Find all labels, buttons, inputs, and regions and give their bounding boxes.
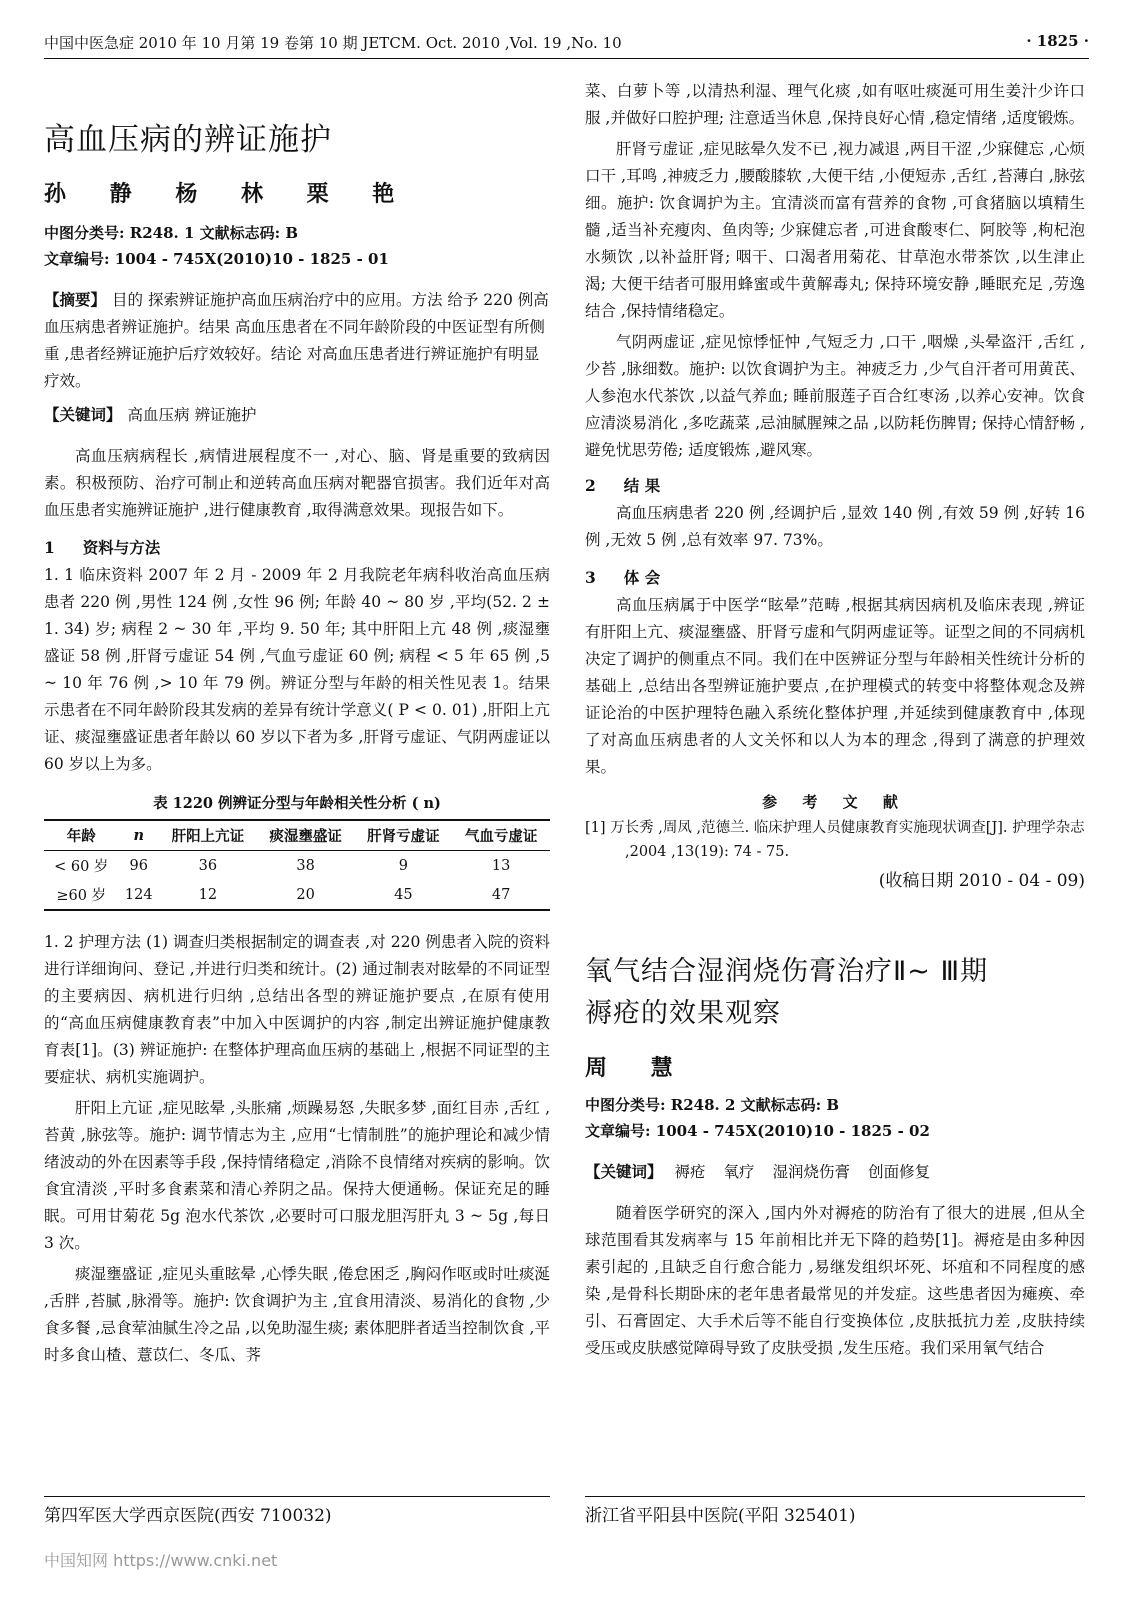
table-cell: ≥60 岁 bbox=[44, 880, 119, 910]
keyword: 褥疮 bbox=[674, 1163, 706, 1181]
section-title: 体 会 bbox=[623, 568, 661, 587]
right-column bbox=[585, 70, 1085, 1362]
article2-intro: 随着医学研究的深入 ,国内外对褥疮的防治有了很大的进展 ,但从全球范围看其发病率与 15 年前相比并无下降的趋势[1]。褥疮是由多种因素引起的 ,且缺乏自行愈合能力 ,易继发组织坏死、坏疽和不同程度的感染 ,是骨科长期卧床的老年患者最常见的并发症。这些患者因为瘫痪、牵引、石膏固定、大手术后等不能自行变换体位 ,皮肤抵抗力差 ,皮肤持续受压或皮肤感觉障碍导致了皮肤受损 ,发生压疮。我们采用氧气结合 bbox=[585, 1204, 1085, 1357]
section-heading-2 bbox=[585, 472, 1085, 500]
watermark: 中国知网 https://www.cnki.net bbox=[44, 1551, 278, 1570]
table-cell: 36 bbox=[198, 857, 218, 874]
received-date: (收稿日期 2010 - 04 - 09) bbox=[878, 871, 1085, 891]
table-cell: 20 bbox=[257, 880, 355, 910]
table-1 bbox=[44, 792, 550, 911]
keywords-label: 【关键词】 bbox=[44, 405, 122, 424]
affiliation-left: 第四军医大学西京医院(西安 710032) bbox=[44, 1496, 550, 1526]
nursing-method-paragraph: 1. 2 护理方法 (1) 调查归类根据制定的调查表 ,对 220 例患者入院的资料进行详细询问、登记 ,并进行归类和统计。(2) 通过制表对眩晕的不同证型的主要病因、病机进行归纳 ,总结出各型的辨证施护要点 ,在原有使用的“高血压病健康教育表”中加入中医调护的内容 ,制定出辨证施护健康教育表[1]。(3) 辨证施护: 在整体护理高血压病的基础上 ,根据不同证型的主要症状、病机实施调护。 bbox=[44, 933, 550, 1086]
results-paragraph: 高血压病患者 220 例 ,经调护后 ,显效 140 例 ,有效 59 例 ,好转 16 例 ,无效 5 例 ,总有效率 97. 73%。 bbox=[585, 504, 1085, 549]
tanshi-paragraph: 痰湿壅盛证 ,症见头重眩晕 ,心悸失眠 ,倦怠困乏 ,胸闷作呕或时吐痰涎 ,舌胖 ,苔腻 ,脉滑等。施护: 饮食调护为主 ,宜食用清淡、易消化的食物 ,少食多餐 ,忌食荤油腻生冷之品 ,以免助湿生痰; 素体肥胖者适当控制饮食 ,平时多食山楂、薏苡仁、冬瓜、荠 bbox=[44, 1265, 550, 1364]
section-heading-3 bbox=[585, 564, 1085, 592]
table-header-row bbox=[44, 820, 550, 851]
article2-title bbox=[585, 951, 1085, 1035]
table-cell: 47 bbox=[452, 880, 550, 910]
table-cell: 13 bbox=[491, 857, 511, 874]
qiyin-paragraph: 气阴两虚证 ,症见惊悸怔忡 ,气短乏力 ,口干 ,咽燥 ,头晕盗汗 ,舌红 ,少苔 ,脉细数。施护: 以饮食调护为主。神疲乏力 ,少气自汗者可用黄芪、人参泡水代茶饮 ,以益气养血; 睡前服莲子百合红枣汤 ,以养心安神。饮食应清淡易消化 ,多吃蔬菜 ,忌油腻腥辣之品 ,以防耗伤脾胃; 保持心情舒畅 ,避免忧思劳倦; 适度锻炼 ,避风寒。 bbox=[585, 333, 1085, 459]
table-header-cell: 气血亏虚证 bbox=[452, 820, 550, 851]
keyword: 湿润烧伤膏 bbox=[772, 1163, 851, 1181]
section-title: 结 果 bbox=[623, 476, 661, 495]
article-number: 文章编号: 1004 - 745X(2010)10 - 1825 - 02 bbox=[585, 1122, 930, 1140]
keywords bbox=[44, 401, 550, 429]
table-row bbox=[44, 851, 550, 881]
article2-author: 周 慧 bbox=[585, 1056, 691, 1081]
clinical-data-paragraph: 1. 1 临床资料 2007 年 2 月 - 2009 年 2 月我院老年病科收治高血压病患者 220 例 ,男性 124 例 ,女性 96 例; 年龄 40 ~ 80 岁 ,平均(52. 2 ± 1. 34) 岁; 病程 2 ~ 30 年 ,平均 9. 50 年; 其中肝阳上亢 48 例 ,痰湿壅盛证 58 例 ,肝肾亏虚证 54 例 ,气血亏虚证 60 例; 病程 < 5 年 65 例 ,5 ~ 10 年 76 例 ,> 10 年 79 例。辨证分型与年龄的相关性见表 1。结果示患者在不同年龄阶段其发病的差异有统计学意义( P < 0. 01) ,肝阳上亢证、痰湿壅盛证患者年龄以 60 岁以下者为多 ,肝肾亏虚证、气阴两虚证以 60 岁以上为多。 bbox=[44, 566, 550, 773]
table-cell: 124 bbox=[119, 880, 159, 910]
classification-line: 中图分类号: R248. 2 文献标志码: B bbox=[585, 1096, 840, 1114]
left-column bbox=[44, 70, 550, 1369]
discussion-paragraph: 高血压病属于中医学“眩晕”范畴 ,根据其病因病机及临床表现 ,辨证有肝阳上亢、痰湿壅盛、肝肾亏虚和气阴两虚证等。证型之间的不同病机决定了调护的侧重点不同。我们在中医辨证分型与年龄相关性统计分析的基础上 ,总结出各型辨证施护要点 ,在护理模式的转变中将整体观念及辨证论治的中医护理特色融入系统化整体护理 ,并延续到健康教育中 ,体现了对高血压病患者的人文关怀和以人为本的理念 ,得到了满意的护理效果。 bbox=[585, 596, 1085, 776]
table-cell: < 60 岁 bbox=[54, 859, 109, 875]
section-heading-1 bbox=[44, 534, 550, 562]
ganyang-paragraph: 肝阳上亢证 ,症见眩晕 ,头胀痛 ,烦躁易怒 ,失眠多梦 ,面红目赤 ,舌红 ,苔黄 ,脉弦等。施护: 调节情志为主 ,应用“七情制胜”的施护理论和减少情绪波动的外在因素等手段 ,保持情绪稳定 ,消除不良情绪对疾病的影响。饮食宜清淡 ,平时多食素菜和清心养阴之品。保持大便通畅。保证充足的睡眠。可用甘菊花 5g 泡水代茶饮 ,必要时可口服龙胆泻肝丸 3 ~ 5g ,每日 3 次。 bbox=[44, 1099, 550, 1252]
table-header-cell: 肝肾亏虚证 bbox=[354, 820, 452, 851]
table-header-cell: n bbox=[119, 820, 159, 851]
intro-paragraph: 高血压病病程长 ,病情进展程度不一 ,对心、脑、肾是重要的致病因素。积极预防、治疗可制止和逆转高血压病对靶器官损害。我们近年对高血压患者实施辨证施护 ,进行健康教育 ,取得满意效果。现报告如下。 bbox=[44, 447, 550, 519]
references-heading: 参 考 文 献 bbox=[762, 793, 908, 811]
table-cell: 96 bbox=[129, 857, 148, 874]
reference-item: [1] 万长秀 ,周凤 ,范德兰. 临床护理人员健康教育实施现状调查[J]. 护理学杂志 ,2004 ,13(19): 74 - 75. bbox=[585, 820, 1085, 860]
page-number: · 1825 · bbox=[1026, 32, 1089, 50]
section-number: 2 bbox=[585, 476, 596, 495]
section-number: 1 bbox=[44, 538, 55, 557]
continued-paragraph: 菜、白萝卜等 ,以清热利湿、理气化痰 ,如有呕吐痰涎可用生姜汁少许口服 ,并做好口腔护理; 注意适当休息 ,保持良好心情 ,稳定情绪 ,适度锻炼。 bbox=[585, 82, 1085, 127]
article2-title-line: 氧气结合湿润烧伤膏治疗Ⅱ~ Ⅲ期 bbox=[585, 956, 989, 987]
stats-table bbox=[44, 819, 550, 911]
table-header-cell: 痰湿壅盛证 bbox=[257, 820, 355, 851]
table-row bbox=[44, 880, 550, 910]
running-header bbox=[44, 30, 1089, 59]
table-cell: 12 bbox=[159, 880, 257, 910]
article2-title-line: 褥疮的效果观察 bbox=[585, 998, 781, 1029]
table-cell: 45 bbox=[354, 880, 452, 910]
abstract-label: 【摘要】 bbox=[44, 290, 107, 309]
article2-keywords bbox=[585, 1158, 1085, 1186]
table-cell: 38 bbox=[296, 857, 315, 874]
section-number: 3 bbox=[585, 568, 596, 587]
journal-info: 中国中医急症 2010 年 10 月第 19 卷第 10 期 JETCM. Oct. 2010 ,Vol. 19 ,No. 10 bbox=[44, 34, 622, 52]
authors: 孙 静 杨 林 栗 艳 bbox=[44, 182, 413, 207]
article-number: 文章编号: 1004 - 745X(2010)10 - 1825 - 01 bbox=[44, 250, 389, 268]
keywords-list bbox=[675, 1163, 949, 1181]
keyword: 创面修复 bbox=[868, 1163, 931, 1181]
abstract bbox=[44, 286, 550, 395]
keywords-label: 【关键词】 bbox=[585, 1162, 663, 1181]
abstract-text: 目的 探索辨证施护高血压病治疗中的应用。方法 给予 220 例高血压病患者辨证施护。结果 高血压患者在不同年龄阶段的中医证型有所侧重 ,患者经辨证施护后疗效较好。结论 对高血压患者进行辨证施护有明显疗效。 bbox=[44, 291, 549, 390]
table-cell: 9 bbox=[398, 857, 408, 874]
section-title: 资料与方法 bbox=[82, 538, 161, 557]
keyword: 氧疗 bbox=[723, 1163, 755, 1181]
table-header-cell: 肝阳上亢证 bbox=[159, 820, 257, 851]
table-caption: 表 1220 例辨证分型与年龄相关性分析 ( n) bbox=[153, 795, 441, 812]
keywords-text: 高血压病 辨证施护 bbox=[127, 406, 257, 424]
classification-line: 中图分类号: R248. 1 文献标志码: B bbox=[44, 224, 299, 242]
affiliation-right: 浙江省平阳县中医院(平阳 325401) bbox=[585, 1496, 1085, 1526]
ganshen-paragraph: 肝肾亏虚证 ,症见眩晕久发不已 ,视力减退 ,两目干涩 ,少寐健忘 ,心烦口干 ,耳鸣 ,神疲乏力 ,腰酸膝软 ,大便干结 ,小便短赤 ,舌红 ,苔薄白 ,脉弦细。施护: 饮食调护为主。宜清淡而富有营养的食物 ,可食猪脑以填精生髓 ,适当补充瘦肉、鱼肉等; 少寐健忘者 ,可进食酸枣仁、阿胶等 ,枸杞泡水频饮 ,以补益肝肾; 咽干、口渴者用菊花、甘草泡水带茶饮 ,以生津止渴; 大便干结者可服用蜂蜜或牛黄解毒丸; 保持环境安静 ,睡眠充足 ,劳逸结合 ,保持情绪稳定。 bbox=[585, 140, 1085, 320]
article-title: 高血压病的辨证施护 bbox=[44, 122, 332, 158]
table-header-cell: 年龄 bbox=[44, 820, 119, 851]
article2-classification bbox=[585, 1092, 1085, 1144]
